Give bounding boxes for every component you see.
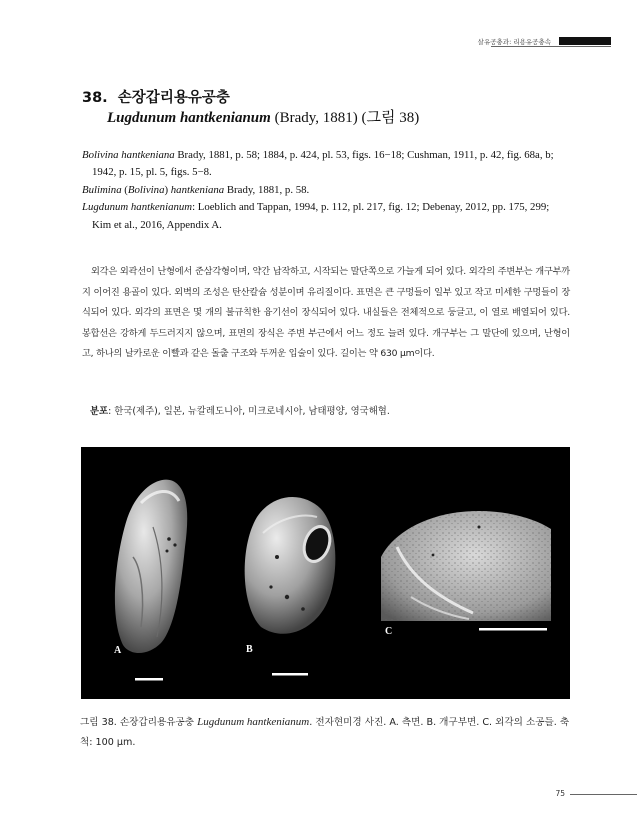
- synonym-citation: Brady, 1881, p. 58.: [224, 183, 310, 196]
- running-head-rule: [491, 46, 611, 47]
- distribution: [90, 403, 390, 417]
- caption-text: . 전자현미경 사진. A. 측면. B. 개구부면. C. 외각의 소공들. 축척: 100 μm.: [80, 717, 570, 748]
- synonymy-entry: [82, 199, 582, 216]
- running-head-text: 살유공충과: 리용유공충속: [477, 37, 551, 46]
- specimen-c-image: [381, 511, 551, 621]
- synonym-citation: Brady, 1881, p. 58; 1884, p. 424, pl. 53, figs. 16−18; Cushman, 1911, p. 42, fig. 68a, b;: [174, 149, 554, 161]
- species-title-latin: [107, 108, 419, 128]
- description-paragraph: 외각은 외곽선이 난형에서 준삼각형이며, 약간 납작하고, 시작되는 말단쪽으로 가늘게 되어 있다. 외각의 주변부는 개구부까지 이어진 용골이 있다. 외벽의 조성은 탄산칼슘 성분이며 유리질이다. 표면은 큰 구멍들이 일부 있고 작고 미세한 구멍들이 장식되어 있다. 외각의 표면은 몇 개의 불규칙한 융기선이 장식되어 있다. 내실들은 전체적으로 둥글고, 이 열로 배열되어 있다. 봉합선은 강하게 두드러지지 않으며, 표면의 장식은 주변 부근에서 어느 정도 늘려 있다. 개구부는 그 말단에 있으며, 난형이고, 하나의 날카로운 이빨과 같은 돌출 구조와 두꺼운 입술이 있다. 길이는 약 630 μm이다.: [82, 266, 570, 360]
- sem-images: [81, 447, 570, 699]
- synonym-species: hantkeniana: [170, 183, 225, 196]
- caption-species: Lugdunum hantkenianum: [197, 716, 310, 728]
- species-heading: [82, 88, 419, 128]
- synonymy-entry: Bulimina (Bolivina) hantkeniana Brady, 1881, p. 58.: [82, 183, 310, 196]
- distribution-text: : 한국(제주), 일본, 뉴칼레도니아, 미크로네시아, 남태평양, 영국해협.: [108, 406, 390, 417]
- species-korean-name: 손장갑리용유공충: [117, 90, 230, 106]
- figure-label-b: B: [246, 644, 253, 655]
- running-head: [478, 36, 611, 46]
- figure-label-c: C: [385, 626, 393, 637]
- synonym-name: Lugdunum hantkenianum: [82, 201, 193, 214]
- specimen-a-image: [115, 480, 187, 653]
- species-number: 38.: [82, 90, 108, 106]
- page-number: 75: [555, 789, 565, 798]
- scale-bar-b: [272, 673, 308, 676]
- figure-label-a: A: [114, 645, 122, 656]
- synonym-genus: Bulimina: [82, 183, 122, 196]
- sem-figure-plate: [81, 447, 570, 699]
- page-number-rule: [570, 794, 637, 795]
- synonymy-entry: [82, 147, 582, 164]
- synonym-name: Bolivina hantkeniana: [82, 149, 175, 161]
- specimen-b-image: [245, 497, 336, 634]
- synonym-subgenus: Bolivina: [127, 183, 165, 196]
- running-head-bar: [559, 37, 611, 45]
- distribution-label: 분포: [90, 406, 109, 417]
- species-title-korean: [82, 88, 419, 108]
- synonymy-list: [82, 147, 582, 234]
- scale-bar-a: [135, 678, 163, 681]
- species-latin-name: Lugdunum hantkenianum: [107, 110, 271, 126]
- figure-caption: [80, 712, 580, 753]
- caption-prefix: 그림 38. 손장갑리용유공충: [80, 717, 198, 728]
- synonymy-entry-cont: Kim et al., 2016, Appendix A.: [92, 218, 222, 231]
- scale-bar-c: [479, 628, 547, 631]
- synonymy-entry-cont: 1942, p. 15, pl. 5, figs. 5−8.: [92, 166, 212, 179]
- synonym-citation: : Loeblich and Tappan, 1994, p. 112, pl. 217, fig. 12; Debenay, 2012, pp. 175, 299;: [192, 201, 550, 214]
- species-authority: (Brady, 1881) (그림 38): [274, 110, 420, 126]
